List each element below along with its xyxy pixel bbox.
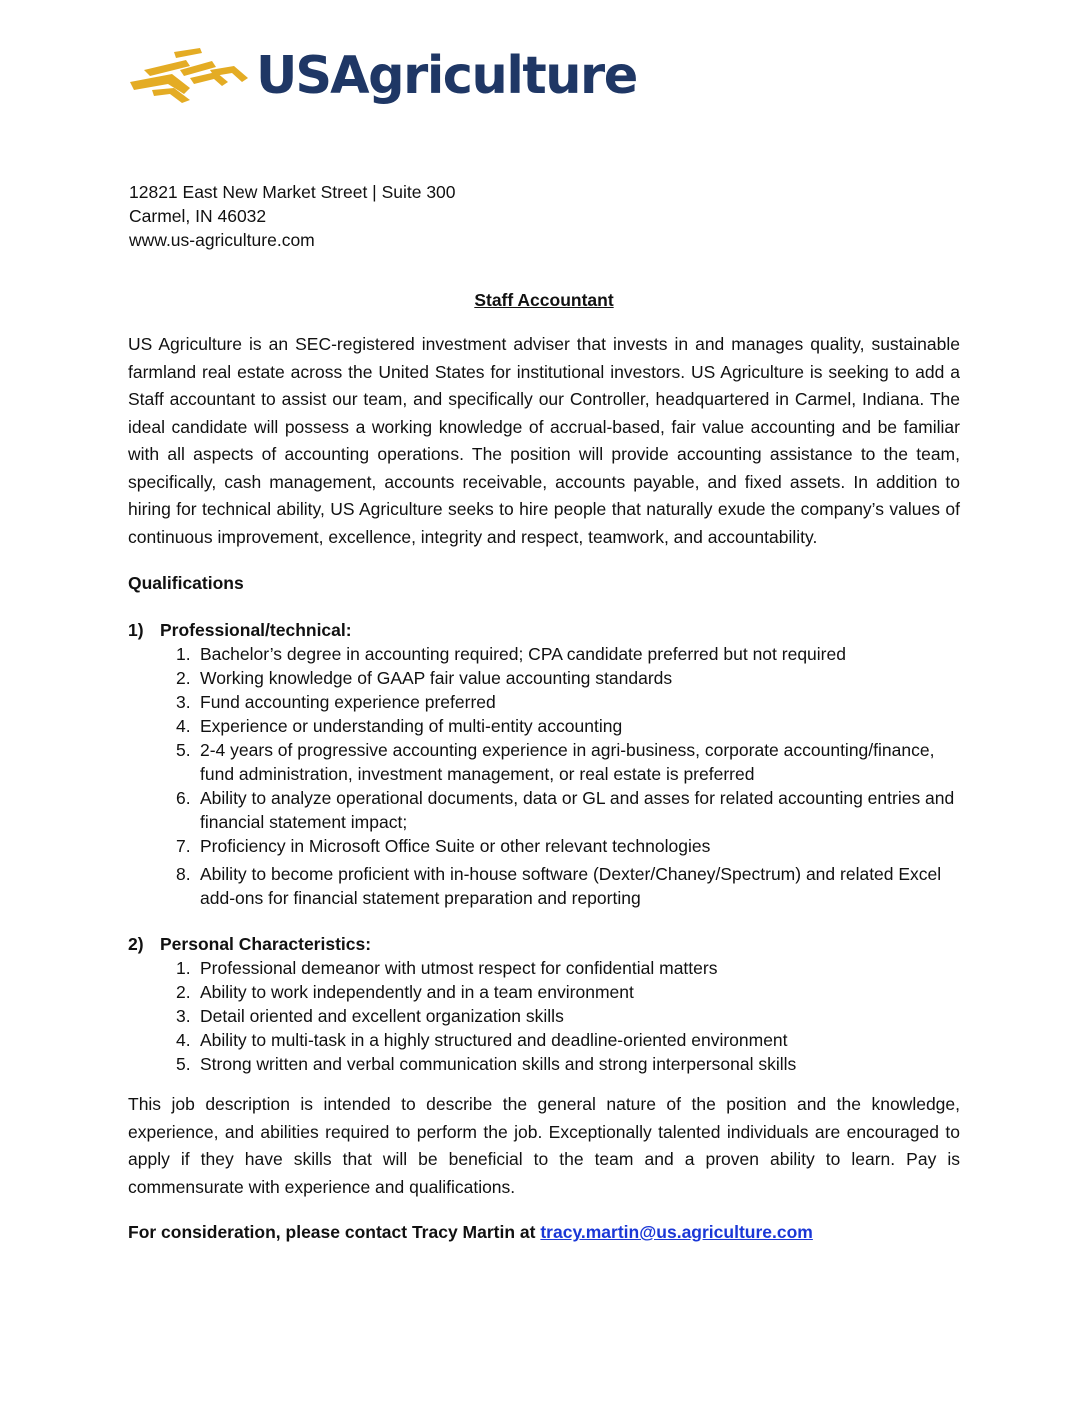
list-index: 1. <box>176 644 191 664</box>
professional-technical-heading <box>128 619 352 641</box>
contact-email-link[interactable]: tracy.martin@us.agriculture.com <box>540 1222 813 1242</box>
list-item <box>176 1052 956 1076</box>
list-index: 4. <box>176 716 191 736</box>
contact-line <box>128 1221 813 1243</box>
list-item-text: Detail oriented and excellent organization skills <box>200 1006 564 1026</box>
list-index: 5. <box>176 1054 191 1074</box>
list-index: 3. <box>176 692 191 712</box>
list-item-text: Fund accounting experience preferred <box>200 692 496 712</box>
company-logo <box>128 44 645 108</box>
list-item-text: Ability to work independently and in a team environment <box>200 982 634 1002</box>
intro-paragraph: US Agriculture is an SEC-registered investment adviser that invests in and manages quality, sustainable farmland real estate across the United States for institutional investors. US Agriculture is seeking to add a Staff accountant to assist our team, and specifically our Controller, headquartered in Carmel, Indiana. The ideal candidate will possess a working knowledge of accrual-based, fair value accounting and be familiar with all aspects of accounting operations. The position will provide accounting assistance to the team, specifically, cash management, accounts receivable, accounts payable, and fixed assets. In addition to hiring for technical ability, US Agriculture seeks to hire people that naturally exude the company’s values of continuous improvement, excellence, integrity and respect, teamwork, and accountability. <box>128 334 960 547</box>
wheat-field-stripes-icon <box>128 48 250 104</box>
list-item <box>176 980 956 1004</box>
list-item <box>176 738 956 786</box>
personal-characteristics-list <box>176 956 956 1076</box>
personal-characteristics-heading <box>128 933 371 955</box>
group-title: Personal Characteristics: <box>160 934 372 954</box>
closing-paragraph: This job description is intended to describe the general nature of the position and the knowledge, experience, and abilities required to perform the job. Exceptionally talented individuals are encouraged to apply if they have skills that will be beneficial to the team and a proven ability to learn. Pay is commensurate with experience and qualifications. <box>128 1094 960 1197</box>
list-index: 7. <box>176 836 191 856</box>
company-wordmark <box>256 48 637 104</box>
group-title: Professional/technical: <box>160 620 352 640</box>
list-index: 3. <box>176 1006 191 1026</box>
wordmark-us: US <box>256 46 331 106</box>
list-item <box>176 714 956 738</box>
list-item <box>176 786 956 834</box>
list-item-text: Ability to multi-task in a highly structured and deadline-oriented environment <box>200 1030 788 1050</box>
list-item-text: Ability to analyze operational documents, data or GL and asses for related accounting entries and financial statement impact; <box>200 788 955 832</box>
job-title: Staff Accountant <box>474 290 614 310</box>
list-item-text: Professional demeanor with utmost respect for confidential matters <box>200 958 718 978</box>
address-line-1: 12821 East New Market Street | Suite 300 <box>129 182 456 202</box>
list-item-text: Ability to become proficient with in-house software (Dexter/Chaney/Spectrum) and related Excel add-ons for financial statement preparation and reporting <box>200 864 942 908</box>
company-address <box>129 180 456 252</box>
list-index: 6. <box>176 788 191 808</box>
wordmark-agriculture: Agriculture <box>330 46 637 106</box>
list-item <box>176 834 956 858</box>
list-item-text: 2-4 years of progressive accounting experience in agri-business, corporate accounting/finance, fund administration, investment management, or real estate is preferred <box>200 740 935 784</box>
list-item <box>176 642 956 666</box>
list-index: 8. <box>176 864 191 884</box>
list-item-text: Experience or understanding of multi-entity accounting <box>200 716 623 736</box>
list-item <box>176 1028 956 1052</box>
list-index: 2. <box>176 668 191 688</box>
list-index: 2. <box>176 982 191 1002</box>
list-item-text: Proficiency in Microsoft Office Suite or other relevant technologies <box>200 836 711 856</box>
group-number: 1) <box>128 620 144 640</box>
list-index: 5. <box>176 740 191 760</box>
address-line-2: Carmel, IN 46032 <box>129 206 267 226</box>
list-item <box>176 956 956 980</box>
list-item <box>176 666 956 690</box>
list-item <box>176 862 956 910</box>
list-item <box>176 1004 956 1028</box>
contact-prefix: For consideration, please contact Tracy Martin at <box>128 1222 541 1242</box>
list-index: 1. <box>176 958 191 978</box>
list-item-text: Working knowledge of GAAP fair value accounting standards <box>200 668 673 688</box>
qualifications-heading: Qualifications <box>128 573 244 593</box>
list-item-text: Strong written and verbal communication skills and strong interpersonal skills <box>200 1054 797 1074</box>
list-index: 4. <box>176 1030 191 1050</box>
company-website: www.us-agriculture.com <box>129 230 315 250</box>
professional-technical-list <box>176 642 956 910</box>
list-item-text: Bachelor’s degree in accounting required; CPA candidate preferred but not required <box>200 644 846 664</box>
group-number: 2) <box>128 934 144 954</box>
list-item <box>176 690 956 714</box>
